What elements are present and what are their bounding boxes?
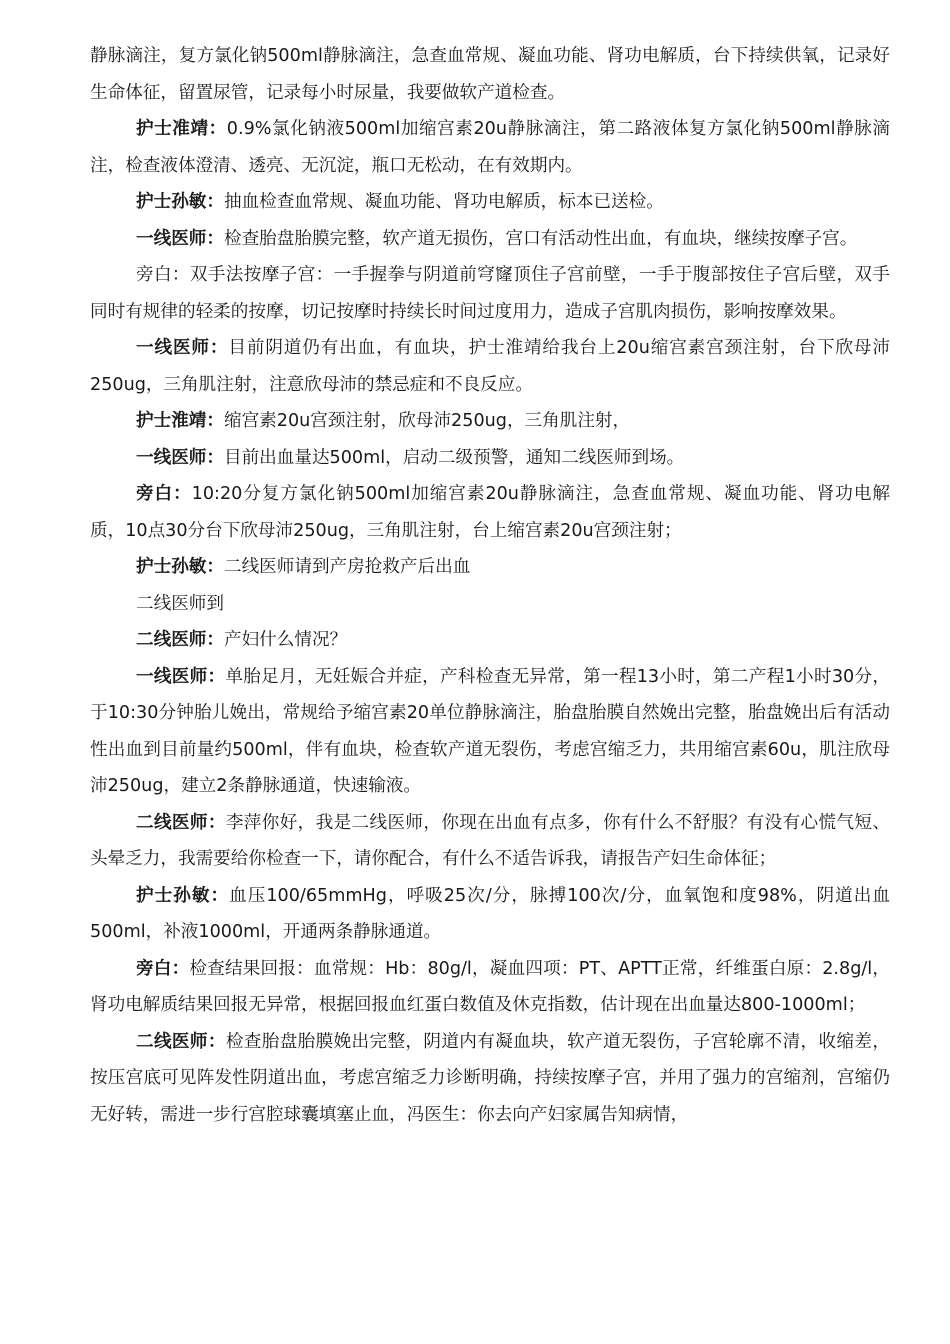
- paragraph-text: 二线医师到: [136, 593, 224, 614]
- paragraph-2: [90, 111, 890, 184]
- paragraph-text: 单胎足月，无妊娠合并症，产科检查无异常，第一程13小时，第二产程1小时30分，于10:30分钟胎儿娩出，常规给予缩宫素20单位静脉滴注，胎盘胎膜自然娩出完整，胎盘娩出后有活动性出血到目前量约500ml，伴有血块，检查软产道无裂伤，考虑宫缩乏力，共用缩宫素60u，肌注欣母沛250ug，建立2条静脉通道，快速输液。: [90, 666, 890, 796]
- paragraph-11: [90, 586, 890, 623]
- paragraph-text: 静脉滴注，复方氯化钠500ml静脉滴注，急查血常规、凝血功能、肾功电解质，台下持续供氧，记录好生命体征，留置尿管，记录每小时尿量，我要做软产道检查。: [90, 46, 890, 103]
- speaker-label: 二线医师：: [136, 812, 226, 833]
- paragraph-3: [90, 184, 890, 221]
- paragraph-text: 产妇什么情况？: [223, 630, 348, 650]
- speaker-label: 护士淮靖：: [136, 411, 224, 431]
- speaker-label: 护士孙敏：: [136, 557, 224, 577]
- speaker-label: 一线医师：: [136, 447, 224, 468]
- paragraph-text: 10:20分复方氯化钠500ml加缩宫素20u静脉滴注，急查血常规、凝血功能、肾功电解质，10点30分台下欣母沛250ug，三角肌注射，台上缩宫素20u宫颈注射；: [90, 484, 890, 541]
- paragraph-text: 李萍你好，我是二线医师，你现在出血有点多，你有什么不舒服？有没有心慌气短、头晕乏力，我需要给你检查一下，请你配合，有什么不适告诉我，请报告产妇生命体征；: [90, 812, 890, 869]
- paragraph-14: [90, 805, 890, 878]
- speaker-label: 护士孙敏：: [136, 192, 224, 212]
- paragraph-text: 目前出血量达500ml，启动二级预警，通知二线医师到场。: [223, 447, 685, 468]
- speaker-label: 二线医师：: [136, 630, 224, 650]
- paragraph-text: 目前阴道仍有出血，有血块，护士淮靖给我台上20u缩宫素宫颈注射，台下欣母沛250ug，三角肌注射，注意欣母沛的禁忌症和不良反应。: [90, 338, 890, 395]
- paragraph-text: 0.9%氯化钠液500ml加缩宫素20u静脉滴注，第二路液体复方氯化钠500ml静脉滴注，检查液体澄清、透亮、无沉淀，瓶口无松动，在有效期内。: [90, 119, 890, 176]
- speaker-label: 旁白：: [136, 484, 192, 504]
- paragraph-13: [90, 659, 890, 805]
- paragraph-text: 二线医师请到产房抢救产后出血: [223, 557, 471, 577]
- paragraph-9: [90, 476, 890, 549]
- speaker-label: 二线医师：: [136, 1031, 226, 1052]
- paragraph-text: 抽血检查血常规、凝血功能、肾功电解质，标本已送检。: [223, 192, 664, 212]
- paragraph-8: [90, 440, 890, 477]
- speaker-label: 护士准靖：: [136, 119, 227, 139]
- paragraph-text: 旁白：双手法按摩子宫：一手握拳与阴道前穹窿顶住子宫前壁，一手于腹部按住子宫后壁，双手同时有规律的轻柔的按摩，切记按摩时持续长时间过度用力，造成子宫肌肉损伤，影响按摩效果。: [90, 265, 890, 322]
- document-page: [90, 38, 890, 1133]
- paragraph-text: 检查胎盘胎膜娩出完整，阴道内有凝血块，软产道无裂伤，子宫轮廓不清，收缩差，按压宫底可见阵发性阴道出血，考虑宫缩乏力诊断明确，持续按摩子宫，并用了强力的宫缩剂，宫缩仍无好转，需进一步行宫腔球囊填塞止血，冯医生：你去向产妇家属告知病情，: [90, 1031, 890, 1125]
- speaker-label: 一线医师：: [136, 666, 226, 687]
- paragraph-12: [90, 622, 890, 659]
- paragraph-text: 缩宫素20u宫颈注射，欣母沛250ug，三角肌注射，: [223, 411, 631, 431]
- paragraph-17: [90, 1024, 890, 1134]
- speaker-label: 旁白：: [136, 958, 190, 979]
- speaker-label: 护士孙敏：: [136, 885, 230, 906]
- speaker-label: 一线医师：: [136, 228, 224, 249]
- paragraph-4: [90, 221, 890, 258]
- paragraph-text: 血压100/65mmHg，呼吸25次/分，脉搏100次/分，血氧饱和度98%，阴道出血500ml，补液1000ml，开通两条静脉通道。: [90, 885, 890, 942]
- paragraph-6: [90, 330, 890, 403]
- paragraph-5: [90, 257, 890, 330]
- speaker-label: 一线医师：: [136, 338, 229, 358]
- paragraph-16: [90, 951, 890, 1024]
- paragraph-text: 检查胎盘胎膜完整，软产道无损伤，宫口有活动性出血，有血块，继续按摩子宫。: [223, 228, 858, 249]
- paragraph-10: [90, 549, 890, 586]
- paragraph-1: [90, 38, 890, 111]
- paragraph-7: [90, 403, 890, 440]
- paragraph-15: [90, 878, 890, 951]
- paragraph-text: 检查结果回报：血常规：Hb：80g/l，凝血四项：PT、APTT正常，纤维蛋白原：2.8g/l，肾功电解质结果回报无异常，根据回报血红蛋白数值及休克指数，估计现在出血量达800-1000ml；: [90, 958, 890, 1015]
